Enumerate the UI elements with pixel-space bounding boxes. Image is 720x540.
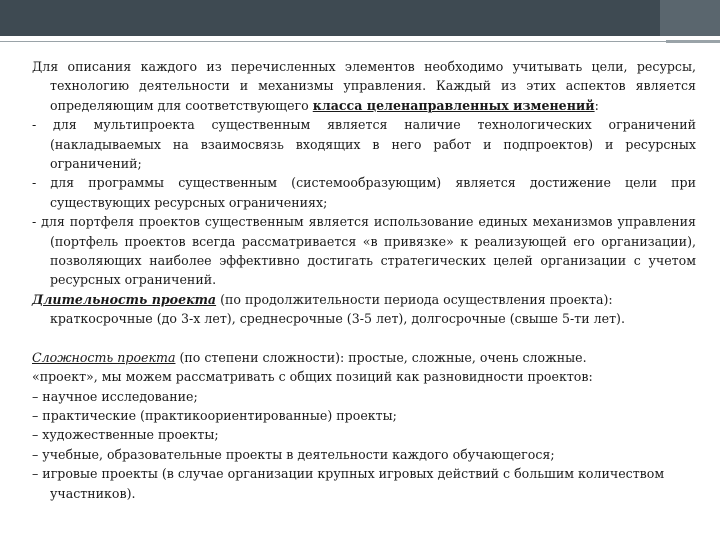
duration-text: (по продолжительности периода осуществления проекта): краткосрочные (до 3-х лет), среднесрочные (3-5 лет), долгосрочные (свыше 5-ти лет). [50,291,625,327]
duration-term: Длительность проекта [32,291,217,307]
intro-colon: : [594,97,599,113]
class-of-changes-term: класса целенаправленных изменений [312,97,595,113]
list-item-program: - для программы существенным (системообразующим) является достижение цели при существующих ресурсных ограничениях; [32,175,696,210]
header-rule [0,41,666,42]
list-item-research: – научное исследование; [32,388,198,404]
slide-body [32,57,696,503]
complexity-text: (по степени сложности): простые, сложные, очень сложные. [175,349,587,365]
project-types-intro: «проект», мы можем рассматривать с общих позиций как разновидности проектов: [32,369,593,385]
header-accent-block [660,0,720,36]
header-rule-accent [666,40,720,43]
intro-text: Для описания каждого из перечисленных элементов необходимо учитывать цели, ресурсы, технологию деятельности и механизмы управления. Каждый из этих аспектов является определяющим для соответствующего [32,59,696,113]
header-bar [0,0,720,36]
list-item-artistic: – художественные проекты; [32,427,219,443]
list-item-game: – игровые проекты (в случае организации крупных игровых действий с большим количеством участников). [32,466,665,501]
complexity-term: Сложность проекта [32,349,176,365]
intro-paragraph [32,57,696,115]
list-item-practical: – практические (практикоориентированные) проекты; [32,407,397,423]
duration-paragraph [32,290,696,329]
list-item-multiproject: - для мультипроекта существенным является наличие технологических ограничений (накладываемых на взаимосвязь входящих в него работ и подпроектов) и ресурсных ограничений; [32,117,696,172]
list-item-portfolio: - для портфеля проектов существенным является использование единых механизмов управления (портфель проектов всегда рассматривается «в привязке» к реализующей его организации), позволяющих наиболее эффективно достигать стратегических целей организации с учетом ресурсных ограничений. [32,214,696,288]
complexity-paragraph [32,348,696,367]
list-item-educational: – учебные, образовательные проекты в деятельности каждого обучающегося; [32,446,555,462]
spacer [32,329,696,348]
